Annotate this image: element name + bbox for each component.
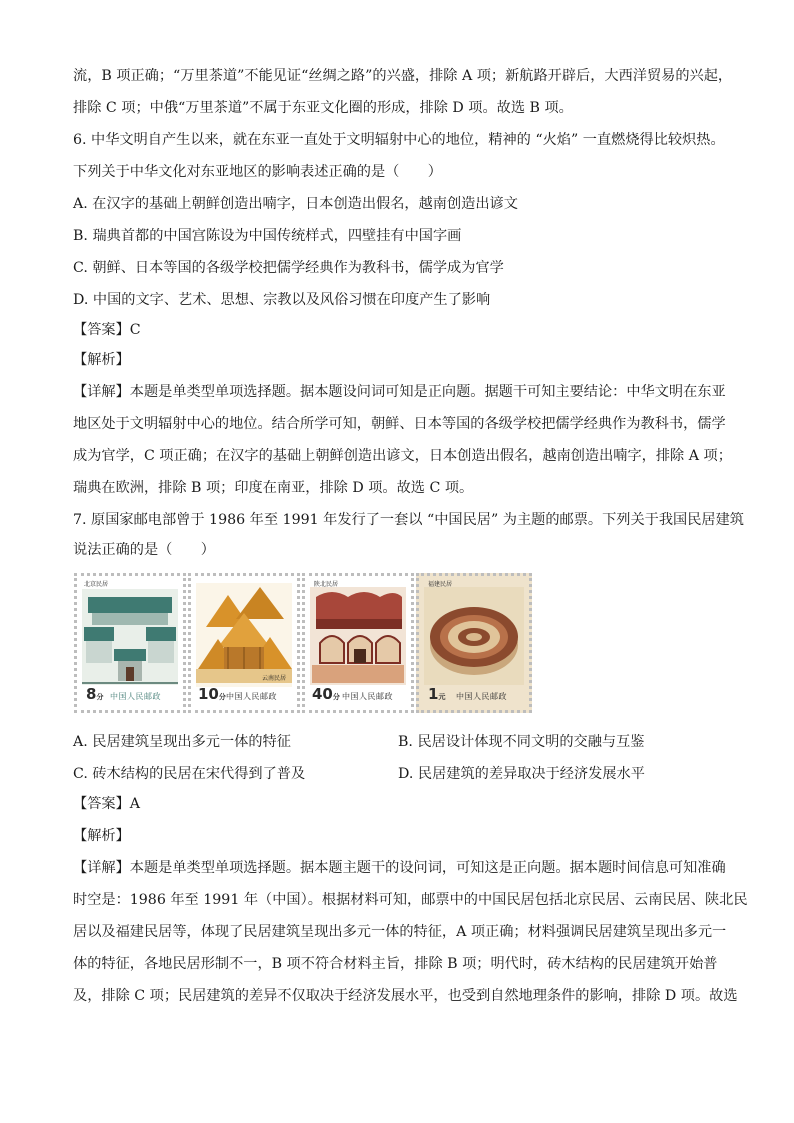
question-7-option-d: D. 民居建筑的差异取决于经济发展水平 <box>398 766 645 782</box>
analysis-7: 【详解】本题是单类型单项选择题。据本题主题干的设问词，可知这是正向题。据本题时间信息可知准确 <box>73 860 726 876</box>
question-6-stem: 6. 中华文明自产生以来，就在东亚一直处于文明辐射中心的地位，精神的 “火焰” 一直燃烧得比较炽热。 <box>73 132 725 148</box>
stamp-shaanbei <box>302 573 414 713</box>
stamp-denomination: 8分 <box>86 685 104 703</box>
stamp-beijing <box>74 573 186 713</box>
stamp-set-figure <box>74 573 534 715</box>
stamp-caption: 北京民居 <box>84 581 109 588</box>
analysis-heading-7: 【解析】 <box>73 828 130 844</box>
question-7-option-a: A. 民居建筑呈现出多元一体的特征 <box>73 734 291 750</box>
analysis-7: 时空是：1986 年至 1991 年（中国）。根据材料可知，邮票中的中国民居包括北京民居、云南民居、陕北民 <box>73 892 748 908</box>
stamp-postal-text: 中国人民邮政 <box>342 692 393 701</box>
stamp-postal-text: 中国人民邮政 <box>226 692 277 701</box>
analysis-7: 体的特征，各地民居形制不一，B 项不符合材料主旨，排除 B 项；明代时，砖木结构的民居建筑开始普 <box>73 956 718 972</box>
analysis-heading-6: 【解析】 <box>73 352 130 368</box>
stamp-caption: 陕北民居 <box>314 581 339 588</box>
analysis-7: 居以及福建民居等，体现了民居建筑呈现出多元一体的特征，A 项正确；材料强调民居建筑呈现出多元一 <box>73 924 727 940</box>
stamp-postal-text: 中国人民邮政 <box>456 692 507 701</box>
stamp-denomination: 10分 <box>198 685 226 703</box>
stamp-caption: 福建民居 <box>428 581 453 588</box>
question-6-option-b: B. 瑞典首都的中国宫陈设为中国传统样式，四壁挂有中国字画 <box>73 228 462 244</box>
stamp-denomination: 40分 <box>312 685 340 703</box>
analysis-6: 瑞典在欧洲，排除 B 项；印度在南亚，排除 D 项。故选 C 项。 <box>73 480 474 496</box>
analysis-7: 及，排除 C 项；民居建筑的差异不仅取决于经济发展水平，也受到自然地理条件的影响，排除 D 项。故选 <box>73 988 738 1004</box>
question-6-option-c: C. 朝鲜、日本等国的各级学校把儒学经典作为教科书，儒学成为官学 <box>73 260 504 276</box>
question-7-stem: 说法正确的是（ ） <box>73 542 215 558</box>
analysis-6: 地区处于文明辐射中心的地位。结合所学可知，朝鲜、日本等国的各级学校把儒学经典作为教科书，儒学 <box>73 416 726 432</box>
stamp-fujian <box>416 573 532 713</box>
stamp-denomination: 1元 <box>428 685 446 703</box>
answer-6: 【答案】C <box>73 322 141 338</box>
question-6-stem: 下列关于中华文化对东亚地区的影响表述正确的是（ ） <box>73 164 442 180</box>
question-6-option-a: A. 在汉字的基础上朝鲜创造出喃字，日本创造出假名，越南创造出谚文 <box>73 196 518 212</box>
stamp-postal-text: 中国人民邮政 <box>110 692 161 701</box>
text-line: 排除 C 项；中俄“万里茶道”不属于东亚文化圈的形成，排除 D 项。故选 B 项。 <box>73 100 573 116</box>
text-line: 流，B 项正确；“万里茶道”不能见证“丝绸之路”的兴盛，排除 A 项；新航路开辟后，大西洋贸易的兴起， <box>73 68 733 84</box>
analysis-6: 【详解】本题是单类型单项选择题。据本题设问词可知是正向题。据题干可知主要结论：中华文明在东亚 <box>73 384 726 400</box>
question-7-stem: 7. 原国家邮电部曾于 1986 年至 1991 年发行了一套以 “中国民居” 为主题的邮票。下列关于我国民居建筑 <box>73 512 744 528</box>
question-7-option-c: C. 砖木结构的民居在宋代得到了普及 <box>73 766 306 782</box>
analysis-6: 成为官学，C 项正确；在汉字的基础上朝鲜创造出谚文，日本创造出假名，越南创造出喃字，排除 A 项； <box>73 448 732 464</box>
answer-7: 【答案】A <box>73 796 140 812</box>
question-7-option-b: B. 民居设计体现不同文明的交融与互鉴 <box>398 734 645 750</box>
stamp-yunnan <box>188 573 300 713</box>
question-6-option-d: D. 中国的文字、艺术、思想、宗教以及风俗习惯在印度产生了影响 <box>73 292 491 308</box>
stamp-caption: 云南民居 <box>262 675 287 682</box>
